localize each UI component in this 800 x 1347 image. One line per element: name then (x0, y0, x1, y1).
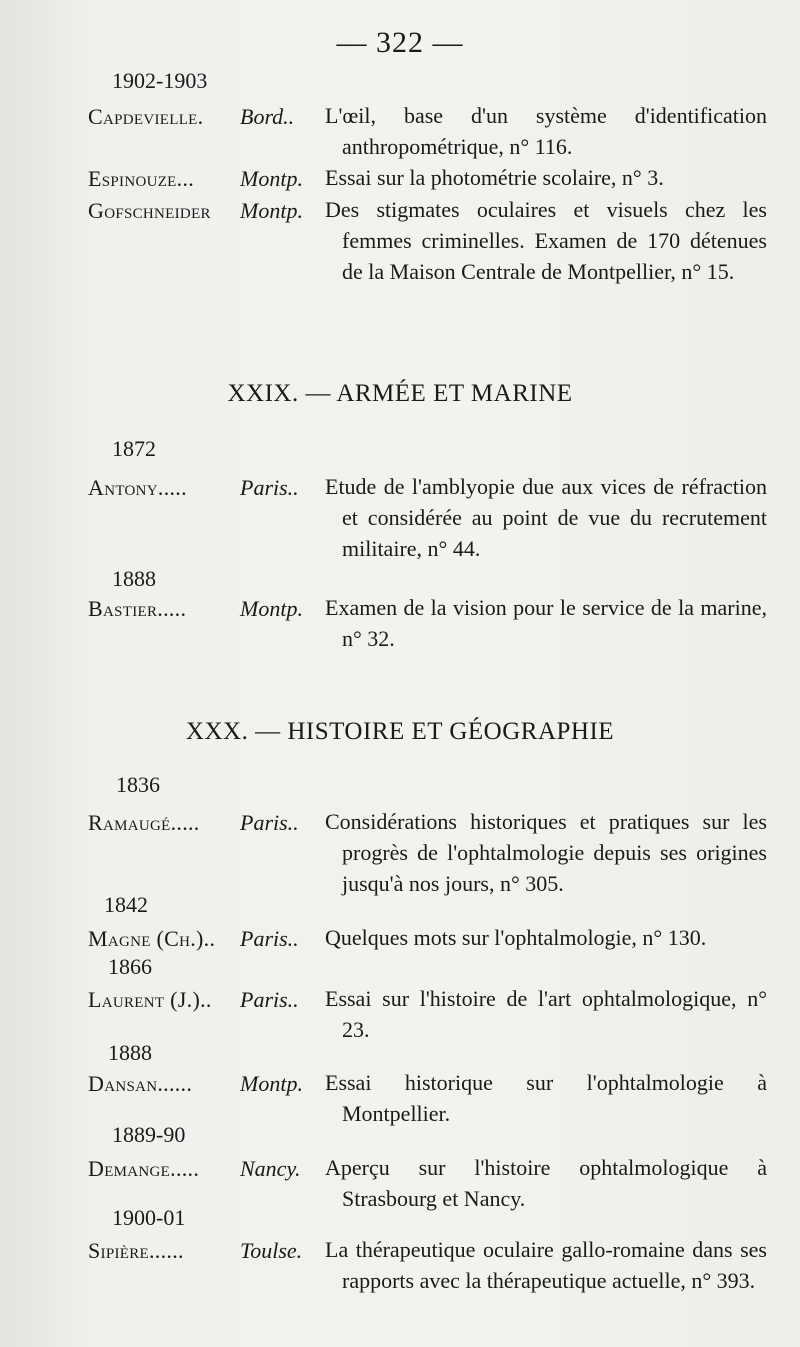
entry-description-text: Considérations historiques et pratiques sur les progrès de l'ophtalmologie depuis ses origines jusqu'à nos jours, n° 305. (325, 809, 767, 896)
page-number: — 322 — (336, 26, 464, 59)
entry-author: Sipière...... (88, 1238, 184, 1263)
year-heading: 1888 (112, 566, 156, 591)
entry-author: Demange..... (88, 1156, 200, 1181)
year-heading: 1900-01 (112, 1205, 186, 1230)
entry-description-text: Essai sur l'histoire de l'art ophtalmologique, n° 23. (325, 986, 767, 1042)
year-heading: 1888 (108, 1040, 152, 1065)
entry-description (325, 1152, 767, 1214)
entry-author: Laurent (J.).. (88, 987, 212, 1012)
entry-author: Magne (Ch.).. (88, 926, 216, 951)
entry-author: Espinouze... (88, 166, 195, 191)
entry-description-text: Essai sur la photométrie scolaire, n° 3. (325, 165, 664, 190)
entry-description (325, 1234, 767, 1296)
entry-author: Gofschneider (88, 198, 211, 223)
entry-description-text: Aperçu sur l'histoire ophtalmologique à Strasbourg et Nancy. (325, 1155, 767, 1211)
entry-description (325, 100, 767, 162)
entry-city: Montp. (240, 596, 303, 621)
entry-city: Paris.. (240, 926, 299, 951)
entry-author: Dansan...... (88, 1071, 193, 1096)
entry-description-text: Des stigmates oculaires et visuels chez les femmes criminelles. Examen de 170 détenues de la Maison Centrale de Montpellier, n° 15. (325, 197, 767, 284)
entry-description-text: Examen de la vision pour le service de la marine, n° 32. (325, 595, 767, 651)
entry-author: Antony..... (88, 475, 187, 500)
entry-description (325, 983, 767, 1045)
entry-description-text: Quelques mots sur l'ophtalmologie, n° 130. (325, 925, 707, 950)
entry-city: Nancy. (240, 1156, 301, 1181)
entry-description-text: Essai historique sur l'ophtalmologie à Montpellier. (325, 1070, 767, 1126)
entry-city: Paris.. (240, 475, 299, 500)
entry-city: Toulse. (240, 1238, 303, 1263)
section-title: XXIX. — ARMÉE ET MARINE (227, 380, 573, 407)
year-heading: 1872 (112, 436, 156, 461)
entry-description (325, 922, 767, 953)
section-title: XXX. — HISTOIRE ET GÉOGRAPHIE (185, 718, 615, 745)
entry-city: Paris.. (240, 987, 299, 1012)
year-heading: 1842 (104, 892, 148, 917)
entry-description-text: La thérapeutique oculaire gallo-romaine dans ses rapports avec la thérapeutique actuelle, n° 393. (325, 1237, 767, 1293)
year-heading: 1902-1903 (112, 68, 208, 93)
entry-description (325, 194, 767, 287)
entry-author: Capdevielle. (88, 104, 204, 129)
entry-author: Bastier..... (88, 596, 187, 621)
entry-description (325, 162, 767, 193)
entry-author: Ramaugé..... (88, 810, 200, 835)
entry-city: Montp. (240, 166, 303, 191)
entry-description (325, 471, 767, 564)
year-heading: 1836 (116, 772, 160, 797)
entry-description (325, 1067, 767, 1129)
entry-description-text: L'œil, base d'un système d'identification anthropométrique, n° 116. (325, 103, 767, 159)
entry-city: Montp. (240, 1071, 303, 1096)
entry-city: Paris.. (240, 810, 299, 835)
year-heading: 1889-90 (112, 1122, 186, 1147)
entry-city: Bord.. (240, 104, 295, 129)
entry-description (325, 592, 767, 654)
entry-city: Montp. (240, 198, 303, 223)
year-heading: 1866 (108, 954, 152, 979)
entry-description-text: Etude de l'amblyopie due aux vices de réfraction et considérée au point de vue du recrutement militaire, n° 44. (325, 474, 767, 561)
entry-description (325, 806, 767, 899)
